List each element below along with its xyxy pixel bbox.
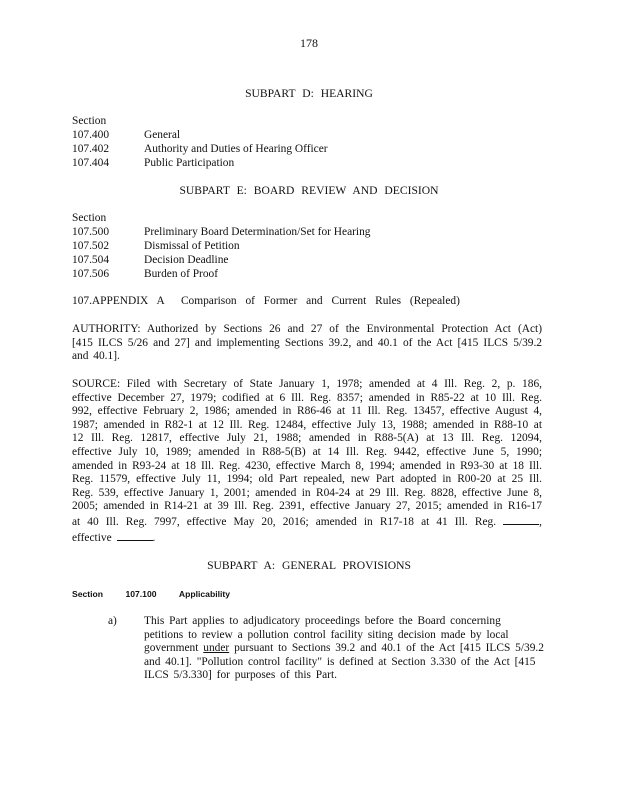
toc-number: 107.506 <box>72 268 110 280</box>
section-label: Section <box>72 589 104 599</box>
toc-number: 107.502 <box>72 240 110 252</box>
source-note: SOURCE: Filed with Secretary of State January 1, 1978; amended at 4 Ill. Reg. 2, p. 186, effective December 27, 1979; codified at 6 Ill. Reg. 8357; amended in R85-22 at 10 Ill. Reg. 992, effective February 2, 1986; amended in R86-46 at 11 Ill. Reg. 13457, effective August 4, 1987; amended in R82-1 at 12 Ill. Reg. 12484, effective July 13, 1988; amended in R88-10 at 12 Ill. Reg. 12817, effective July 21, 1988; amended in R88-5(A) at 13 Ill. Reg. 12094, effective July 10, 1989; amended in R88-5(B) at 14 Ill. Reg. 9442, effective June 5, 1990; amended in R93-24 at 18 Ill. Reg. 4230, effective March 8, 1994; amended in R93-30 at 18 Ill. Reg. 11579, effective July 11, 1994; old Part repealed, new Part adopted in R00-20 at 25 Ill. Reg. 539, effective January 1, 2001; amended in R04-24 at 29 Ill. Reg. 8828, effective June 8, 2005; amended in R14-21 at 39 Ill. Reg. 2391, effective January 27, 2015; amended in R16-17 at 40 Ill. Reg. 7997, effective May 20, 2016; amended in R17-18 at 41 Ill. Reg. , effective . <box>72 378 542 544</box>
authority-note: AUTHORITY: Authorized by Sections 26 and 27 of the Environmental Protection Act (Act) [415 ILCS 5/26 and 27] and implementing Sections 39.2, and 40.1 of the Act [415 ILCS 5/39.2 and 40.1]. <box>72 323 542 363</box>
toc-number: 107.504 <box>72 254 110 266</box>
subpart-e-heading: SUBPART E: BOARD REVIEW AND DECISION <box>179 184 439 197</box>
inserted-text: under <box>203 642 230 655</box>
section-heading <box>72 589 230 599</box>
toc-row <box>72 156 328 170</box>
toc-title: Preliminary Board Determination/Set for Hearing <box>144 226 371 238</box>
subpart-e-toc <box>72 211 370 281</box>
subpart-d-toc <box>72 114 328 170</box>
subpart-a-heading: SUBPART A: GENERAL PROVISIONS <box>207 559 411 572</box>
subpart-d-heading: SUBPART D: HEARING <box>245 87 373 100</box>
blank-line <box>503 514 539 525</box>
subsection-text-part: pursuant to Sections 39.2 and 40.1 of the Act [415 ILCS 5/39.2 and 40.1]. "Pollution control facility" is defined at Section 3.330 of the Act [415 ILCS 5/3.330] for purposes of this Part. <box>144 642 544 682</box>
page-number: 178 <box>300 36 318 50</box>
toc-title: Public Participation <box>144 157 235 169</box>
toc-title: General <box>144 129 181 141</box>
toc-row <box>72 128 328 142</box>
subsection-text <box>144 615 544 683</box>
blank-line <box>117 530 153 541</box>
toc-section-label: Section <box>72 115 107 127</box>
source-text: SOURCE: Filed with Secretary of State January 1, 1978; amended at 4 Ill. Reg. 2, p. 186, effective December 27, 1979; codified at 6 Ill. Reg. 8357; amended in R85-22 at 10 Ill. Reg. 992, effective February 2, 1986; amended in R86-46 at 11 Ill. Reg. 13457, effective August 4, 1987; amended in R82-1 at 12 Ill. Reg. 12484, effective July 13, 1988; amended in R88-10 at 12 Ill. Reg. 12817, effective July 21, 1988; amended in R88-5(A) at 13 Ill. Reg. 12094, effective July 10, 1989; amended in R88-5(B) at 14 Ill. Reg. 9442, effective June 5, 1990; amended in R93-24 at 18 Ill. Reg. 4230, effective March 8, 1994; amended in R93-30 at 18 Ill. Reg. 11579, effective July 11, 1994; old Part repealed, new Part adopted in R00-20 at 25 Ill. Reg. 539, effective January 1, 2001; amended in R04-24 at 29 Ill. Reg. 8828, effective June 8, 2005; amended in R14-21 at 39 Ill. Reg. 2391, effective January 27, 2015; amended in R16-17 at 40 Ill. Reg. 7997, effective May 20, 2016; amended in R17-18 at 41 Ill. Reg. <box>72 378 542 528</box>
appendix-entry <box>72 295 460 307</box>
toc-number: 107.404 <box>72 157 110 169</box>
section-number: 107.100 <box>125 589 157 599</box>
appendix-number: 107.APPENDIX A <box>72 295 165 307</box>
toc-number: 107.500 <box>72 226 110 238</box>
section-title: Applicability <box>178 589 230 599</box>
toc-row <box>72 142 328 156</box>
source-effective: effective <box>72 531 112 544</box>
toc-number: 107.402 <box>72 143 110 155</box>
toc-title: Burden of Proof <box>144 268 219 280</box>
toc-row <box>72 225 370 239</box>
toc-section-label: Section <box>72 212 107 224</box>
toc-title: Decision Deadline <box>144 254 229 266</box>
toc-row <box>72 253 370 267</box>
toc-title: Dismissal of Petition <box>144 240 240 252</box>
toc-number: 107.400 <box>72 129 110 141</box>
toc-row <box>72 239 370 253</box>
subsection-text-part: This Part applies to adjudicatory proceedings before the Board concerning petitions to review a pollution control facility siting decision made by local government <box>144 615 509 655</box>
subsection-label: a) <box>108 615 117 627</box>
appendix-title: Comparison of Former and Current Rules (Repealed) <box>180 295 460 307</box>
toc-title: Authority and Duties of Hearing Officer <box>144 143 328 155</box>
toc-row <box>72 267 370 281</box>
